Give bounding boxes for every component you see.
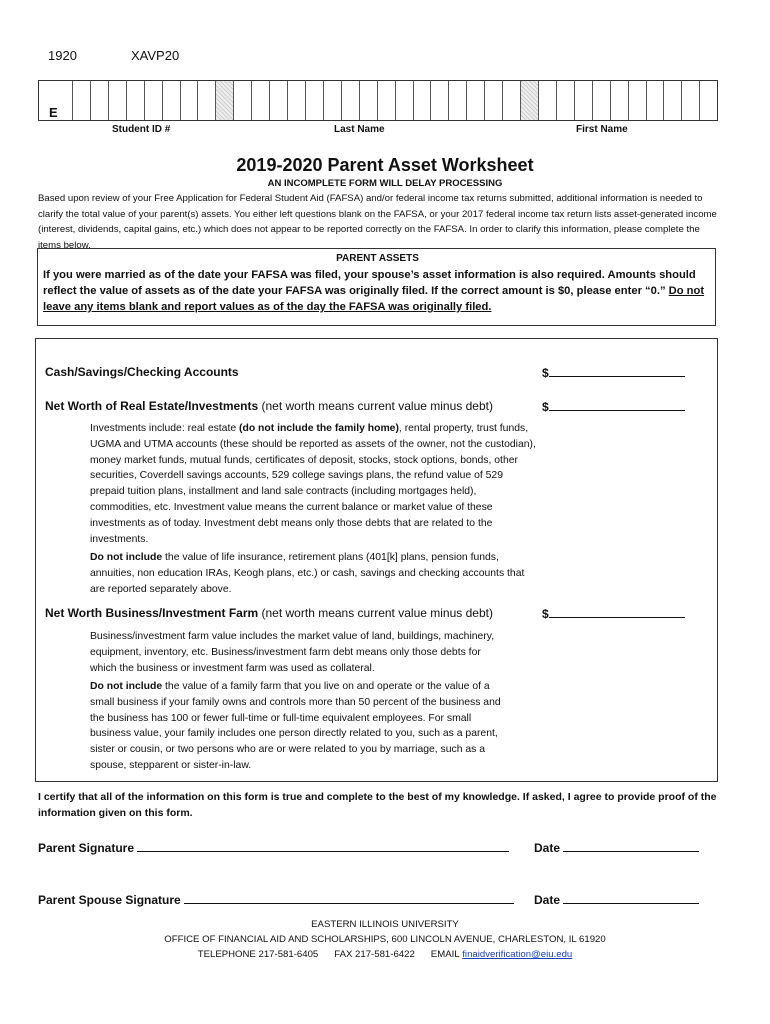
parent-date-field[interactable]: Date — [534, 839, 699, 855]
first-name-cell[interactable] — [611, 81, 629, 120]
last-name-cell[interactable] — [485, 81, 503, 120]
first-name-cell[interactable] — [664, 81, 682, 120]
last-name-cell[interactable] — [342, 81, 360, 120]
form-code: 1920 — [48, 48, 77, 63]
footer-phone: TELEPHONE 217-581-6405 — [197, 949, 319, 960]
page-title: 2019-2020 Parent Asset Worksheet — [236, 155, 534, 175]
parent-assets-heading: PARENT ASSETS — [336, 253, 419, 264]
last-name-cell[interactable] — [234, 81, 252, 120]
business-farm-description: Business/investment farm value includes the market value of land, buildings, machinery, equipment, inventory, etc. Business/investment farm debt means only those debts for which the business or investment farm was used as collateral. — [90, 631, 495, 674]
spouse-signature-field[interactable]: Parent Spouse Signature — [38, 891, 514, 907]
footer-office-address: OFFICE OF FINANCIAL AID AND SCHOLARSHIPS, 600 LINCOLN AVENUE, CHARLESTON, IL 61920 — [164, 934, 606, 945]
last-name-label: Last Name — [334, 124, 385, 135]
last-name-cell[interactable] — [414, 81, 432, 120]
id-prefix-cell: E — [39, 81, 73, 120]
first-name-cell[interactable] — [539, 81, 557, 120]
first-name-cell[interactable] — [575, 81, 593, 120]
student-id-label: Student ID # — [112, 124, 171, 135]
form-version-code: XAVP20 — [131, 48, 180, 63]
first-name-label: First Name — [576, 124, 628, 135]
asset-items-box — [35, 338, 718, 782]
footer-university: EASTERN ILLINOIS UNIVERSITY — [311, 919, 459, 930]
student-id-name-grid — [38, 80, 718, 121]
id-digit-cell[interactable] — [198, 81, 216, 120]
id-digit-cell[interactable] — [181, 81, 199, 120]
footer-fax: FAX 217-581-6422 — [334, 949, 415, 960]
first-name-cell[interactable] — [593, 81, 611, 120]
footer-email-label: EMAIL — [430, 949, 460, 960]
first-name-cell[interactable] — [647, 81, 665, 120]
real-estate-amount-field[interactable]: $ — [542, 399, 685, 414]
last-name-cell[interactable] — [324, 81, 342, 120]
parent-assets-box — [37, 248, 716, 326]
last-name-cell[interactable] — [252, 81, 270, 120]
first-name-cell[interactable] — [557, 81, 575, 120]
certification-statement: I certify that all of the information on this form is true and complete to the best of my knowledge. If asked, I agree to provide proof of the information given on this form. — [38, 791, 717, 819]
warning-subtitle: AN INCOMPLETE FORM WILL DELAY PROCESSING — [267, 178, 503, 189]
first-name-cell[interactable] — [682, 81, 700, 120]
cash-savings-label: Cash/Savings/Checking Accounts — [45, 365, 239, 379]
last-name-cell[interactable] — [270, 81, 288, 120]
first-name-cell[interactable] — [629, 81, 647, 120]
parent-assets-instructions: If you were married as of the date your FAFSA was filed, your spouse’s asset information is also required. Amounts should reflect the value of assets as of the date your FAFSA was originally filed. If the correct amount is $0, please enter “0.” Do not leave any items blank and report values as of the day the FAFSA was originally filed. — [43, 269, 705, 313]
last-name-cell[interactable] — [288, 81, 306, 120]
id-digit-cell[interactable] — [127, 81, 145, 120]
business-farm-exclusions: Do not include the value of a family farm that you live on and operate or the value of a small business if your family owns and controls more than 50 percent of the business and the business has 100 or fewer full-time or full-time equivalent employees. For small business value, your family includes one person directly related to you, such as a parent, sister or cousin, or two persons who are or were related to you by marriage, such as a spouse, stepparent or sister-in-law. — [90, 681, 501, 771]
last-name-cell[interactable] — [449, 81, 467, 120]
last-name-cell[interactable] — [503, 81, 521, 120]
spouse-date-field[interactable]: Date — [534, 891, 699, 907]
real-estate-description: Investments include: real estate (do not include the family home), rental property, trust funds, UGMA and UTMA accounts (these should be reported as assets of the owner, not the custodian), money market funds, mutual funds, certificates of deposit, stocks, stock options, bonds, other securities, Coverdell savings accounts, 529 college savings plans, the refund value of 529 prepaid tuition plans, installment and land sale contracts (including mortgages held), commodities, etc. Investment value means the current balance or market value of these investments as of today. Investment debt means only those debts that are related to the investments. — [90, 423, 536, 545]
id-digit-cell[interactable] — [145, 81, 163, 120]
parent-assets-underlined-instruction: Do not leave any items blank and report values as of the day the FAFSA was originally filed. — [43, 285, 705, 313]
intro-paragraph: Based upon review of your Free Application for Federal Student Aid (FAFSA) and/or federal income tax returns submitted, additional information is needed to clarify the total value of your parent(s) assets. You either left questions blank on the FAFSA, or your 2017 federal income tax return lists asset-generated income (interest, dividends, capital gains, etc.) which does not appear to be reported correctly on the FAFSA. In order to clarify this information, please complete the items below. — [38, 193, 717, 251]
id-digit-cell[interactable] — [91, 81, 109, 120]
cash-savings-amount-field[interactable]: $ — [542, 365, 685, 380]
last-name-cell[interactable] — [396, 81, 414, 120]
last-name-cell[interactable] — [467, 81, 485, 120]
footer-email-link[interactable]: finaidverification@eiu.edu — [462, 949, 573, 960]
first-name-cell[interactable] — [700, 81, 717, 120]
last-name-cell[interactable] — [378, 81, 396, 120]
id-digit-cell[interactable] — [163, 81, 181, 120]
business-farm-label: Net Worth Business/Investment Farm (net worth means current value minus debt) — [45, 606, 493, 620]
real-estate-label: Net Worth of Real Estate/Investments (net worth means current value minus debt) — [45, 399, 493, 413]
id-digit-cell[interactable] — [73, 81, 91, 120]
grid-separator-cell — [521, 81, 539, 120]
parent-signature-field[interactable]: Parent Signature — [38, 839, 509, 855]
last-name-cell[interactable] — [431, 81, 449, 120]
last-name-cell[interactable] — [360, 81, 378, 120]
real-estate-exclusions: Do not include the value of life insurance, retirement plans (401[k] plans, pension funds, annuities, non education IRAs, Keogh plans, etc.) or cash, savings and checking accounts that are reported separately above. — [90, 552, 525, 595]
business-farm-amount-field[interactable]: $ — [542, 606, 685, 621]
last-name-cell[interactable] — [306, 81, 324, 120]
footer-contact — [0, 949, 770, 960]
grid-separator-cell — [216, 81, 234, 120]
id-digit-cell[interactable] — [109, 81, 127, 120]
